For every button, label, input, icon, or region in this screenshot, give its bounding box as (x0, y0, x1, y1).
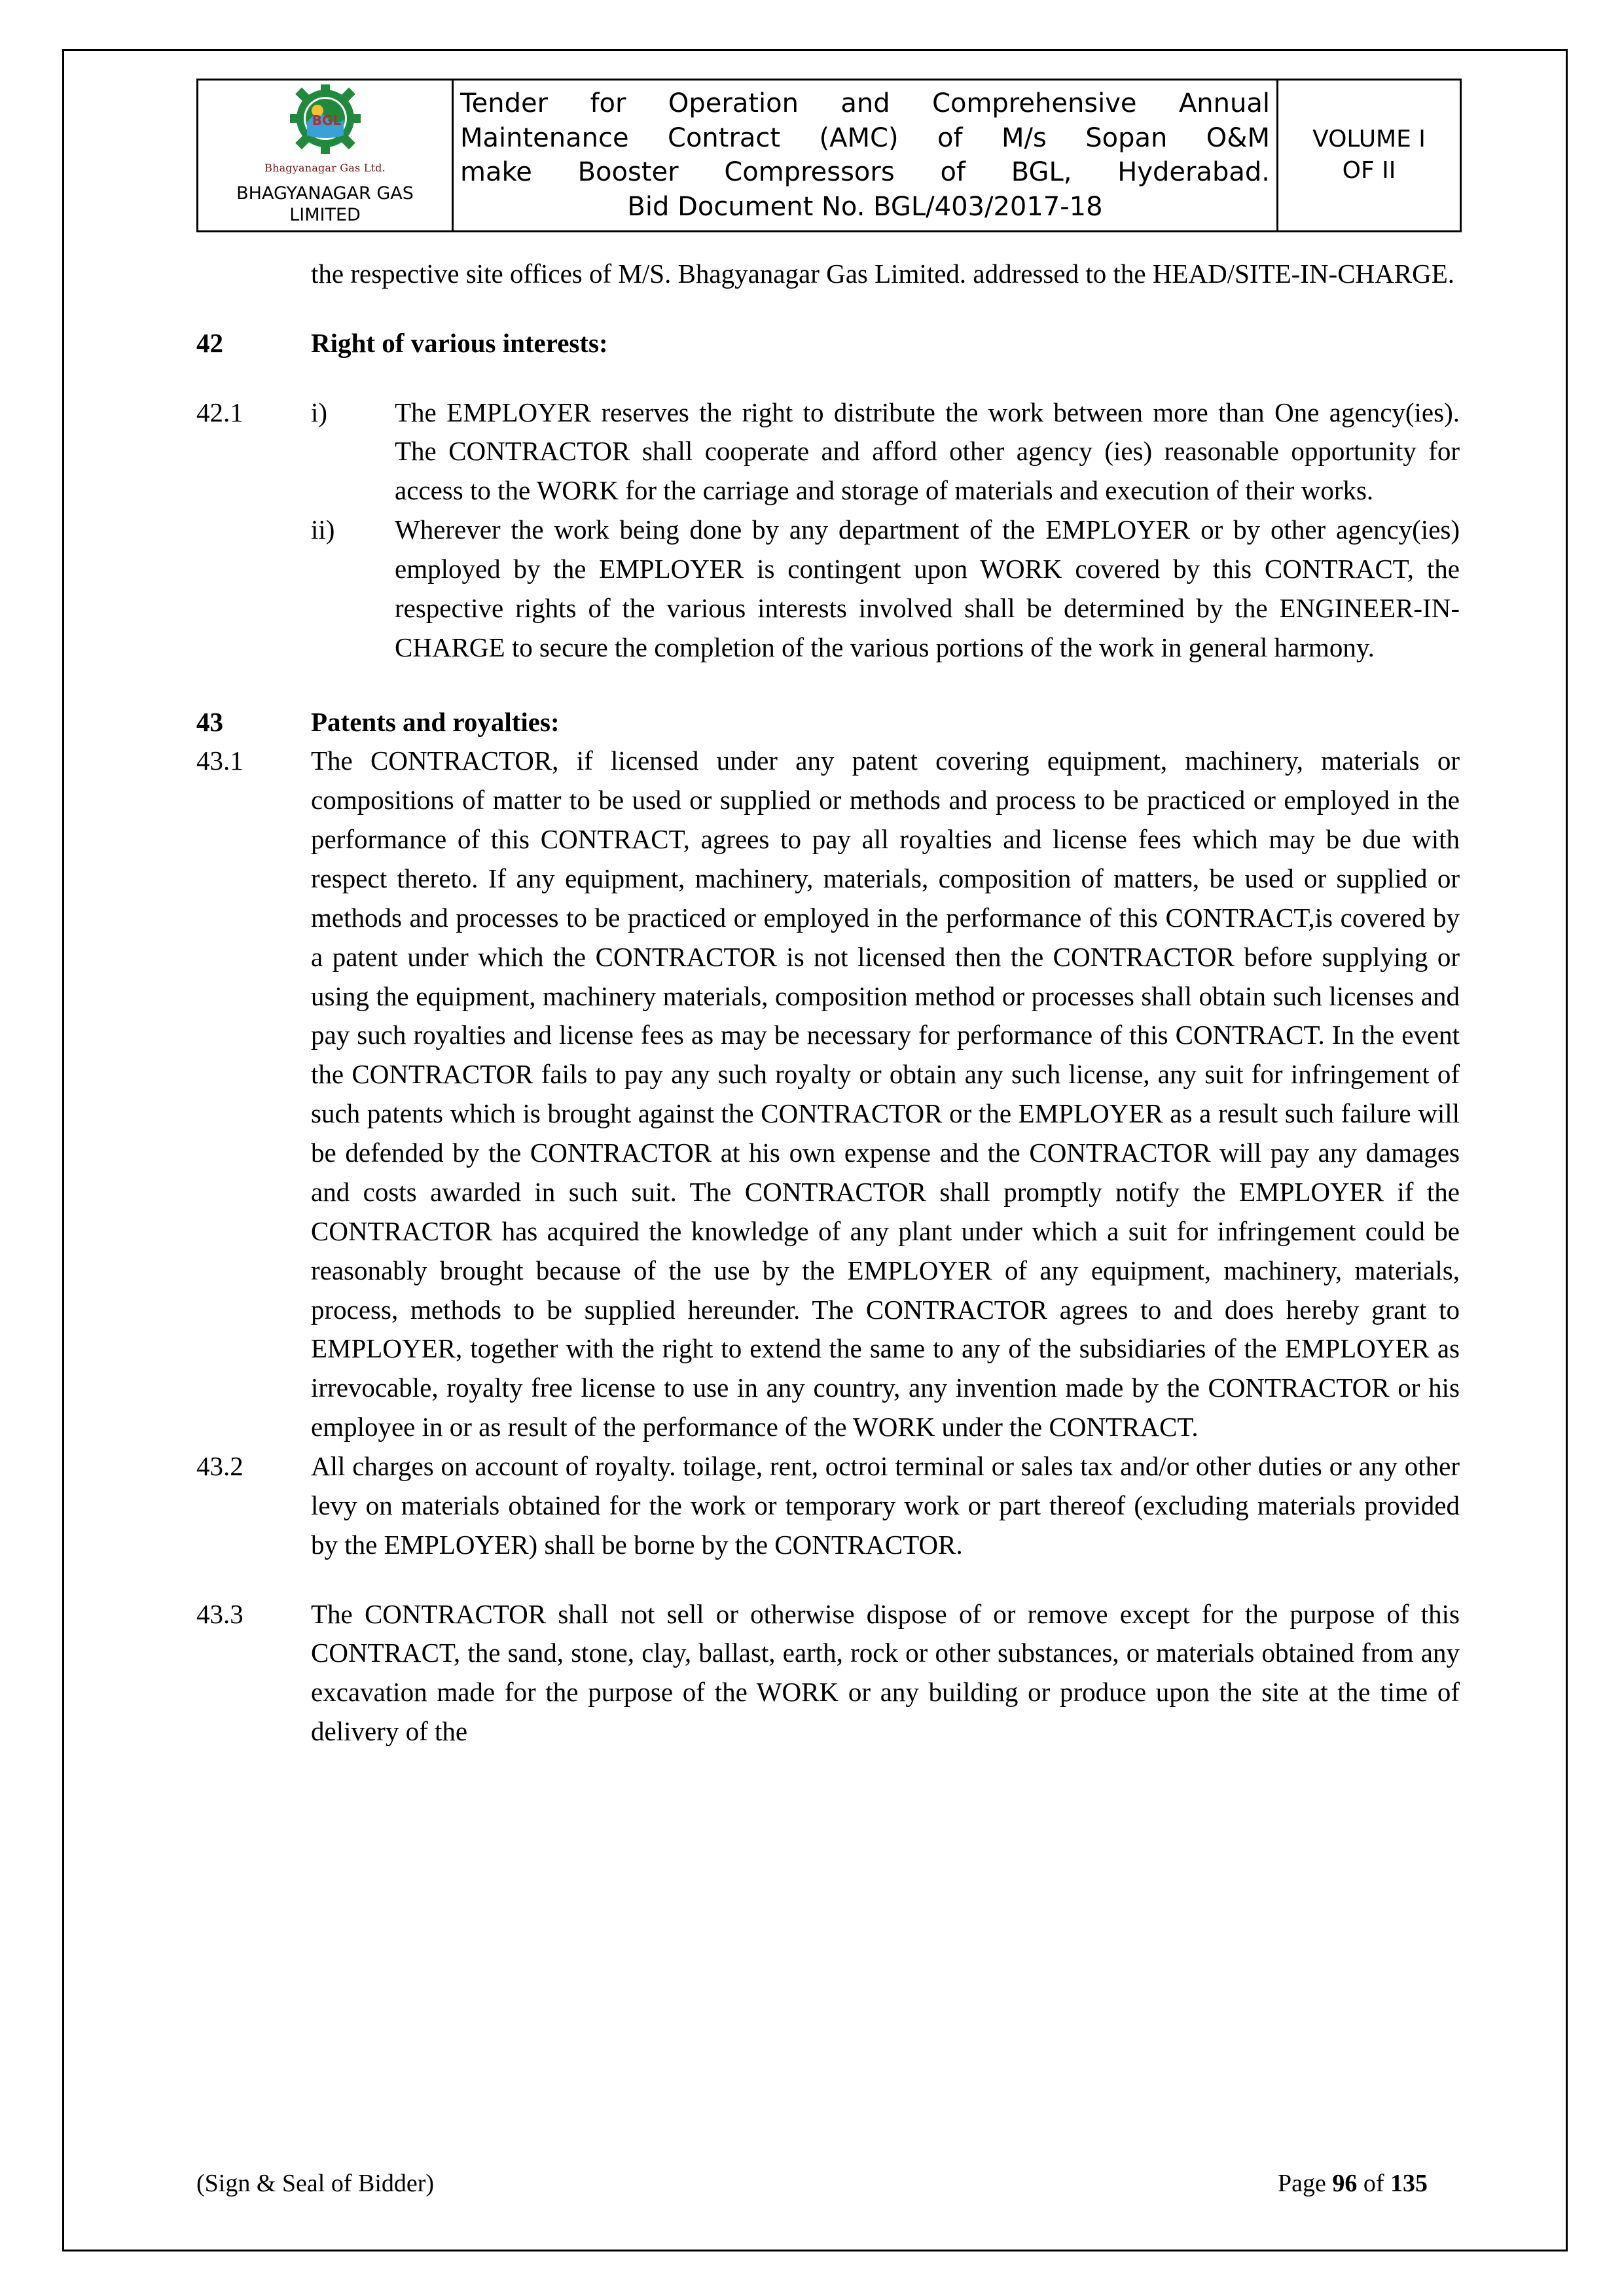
clause-42-heading: Right of various interests: (311, 327, 608, 358)
clause-43-2-row (196, 1447, 1460, 1565)
header-logo-cell (198, 80, 453, 232)
intro-paragraph-block (311, 255, 1460, 294)
page-footer (196, 2169, 1428, 2198)
header-volume-cell (1278, 80, 1461, 232)
clause-43-heading: Patents and royalties: (311, 706, 560, 737)
clause-43-3-number: 43.3 (196, 1598, 244, 1629)
clause-43-3-text: The CONTRACTOR shall not sell or otherwise dispose of or remove except for the purpose of this CONTRACT, the sand, stone, clay, ballast, earth, rock or other substances, or materials obtained from any excavation made for the purpose of the WORK or any building or produce upon the site at the time of delivery of the (311, 1598, 1460, 1747)
footer-current-page: 96 (1332, 2170, 1358, 2197)
logo-company-name: BHAGYANAGAR GAS LIMITED (236, 183, 414, 225)
clause-42-1-number: 42.1 (196, 397, 244, 427)
logo-subtitle: Bhagyanagar Gas Ltd. (264, 162, 386, 174)
header-title-cell (453, 80, 1278, 232)
clause-43-3-row (196, 1595, 1460, 1751)
clause-42-item-ii-text: Wherever the work being done by any department of the EMPLOYER or by other agency(ies) employed by the EMPLOYER is contingent upon WORK covered by this CONTRACT, the respective rights of the various interests involved shall be determined by the ENGINEER-IN-CHARGE to secure the completion of the various portions of the work in general harmony. (395, 514, 1460, 662)
clause-43-2-text: All charges on account of royalty. toilage, rent, octroi terminal or sales tax and/or other duties or any other levy on materials obtained for the work or temporary work or part thereof (excluding materials provided by the EMPLOYER) shall be borne by the CONTRACTOR. (311, 1450, 1460, 1560)
footer-sign-seal: (Sign & Seal of Bidder) (196, 2170, 435, 2197)
clause-43-2-number: 43.2 (196, 1450, 244, 1481)
footer-total-pages: 135 (1390, 2170, 1428, 2197)
svg-text:BGL: BGL (312, 113, 341, 128)
document-header-table (196, 79, 1462, 232)
header-title-line-3: make Booster Compressors of BGL, Hyderabad. (460, 157, 1270, 188)
header-bid-document-number: Bid Document No. BGL/403/2017-18 (627, 192, 1103, 223)
clause-42-1-row (196, 393, 1460, 668)
spacer (196, 294, 1460, 324)
header-title-line-2: Maintenance Contract (AMC) of M/s Sopan O&M (460, 122, 1270, 153)
clause-43-heading-row (196, 703, 1460, 742)
bgl-gear-logo-icon (276, 84, 374, 162)
clause-43-number: 43 (196, 706, 223, 737)
header-volume-line-2: OF II (1342, 157, 1396, 185)
spacer (196, 1565, 1460, 1595)
clause-42-1-items (311, 393, 1460, 668)
spacer (196, 363, 1460, 393)
spacer (196, 668, 1460, 703)
clause-43-1-number: 43.1 (196, 745, 244, 776)
clause-43-1-text: The CONTRACTOR, if licensed under any patent covering equipment, machinery, materials or compositions of matter to be used or supplied or methods and process to be practiced or employed in the performance of this CONTRACT, agrees to pay all royalties and license fees which may be due with respect thereto. If any equipment, machinery, materials, composition of matters, be used or supplied or methods and processes to be practiced or employed in the performance of this CONTRACT,is covered by a patent under which the CONTRACTOR is not licensed then the CONTRACTOR before supplying or using the equipment, machinery materials, composition method or processes shall obtain such licenses and pay such royalties and license fees as may be necessary for performance of this CONTRACT. In the event the CONTRACTOR fails to pay any such royalty or obtain any such license, any suit for infringement of such patents which is brought against the CONTRACTOR or the EMPLOYER as a result such failure will be defended by the CONTRACTOR at his own expense and the CONTRACTOR will pay any damages and costs awarded in such suit. The CONTRACTOR shall promptly notify the EMPLOYER if the CONTRACTOR has acquired the knowledge of any plant under which a suit for infringement could be reasonably brought because of the use by the EMPLOYER of any equipment, machinery, materials, process, methods to be supplied hereunder. The CONTRACTOR agrees to and does hereby grant to EMPLOYER, together with the right to extend the same to any of the subsidiaries of the EMPLOYER as irrevocable, royalty free license to use in any country, any invention made by the CONTRACTOR or his employee in or as result of the performance of the WORK under the CONTRACT. (311, 745, 1460, 1443)
intro-paragraph: the respective site offices of M/S. Bhagyanagar Gas Limited. addressed to the HEAD/SITE-IN-CHARGE. (311, 258, 1455, 289)
clause-42-item-i-marker: i) (311, 397, 328, 427)
clause-43-1-row (196, 742, 1460, 1446)
clause-42-item-i-text: The EMPLOYER reserves the right to distribute the work between more than One agency(ies). The CONTRACTOR shall cooperate and afford other agency (ies) reasonable opportunity for access to the WORK for the carriage and storage of materials and execution of their works. (395, 397, 1460, 506)
footer-page-prefix: Page (1277, 2170, 1333, 2197)
clause-42-heading-row (196, 324, 1460, 363)
clause-42-item-ii-marker: ii) (311, 514, 335, 545)
clause-42-number: 42 (196, 327, 223, 358)
clause-42-item-i (311, 393, 1460, 511)
clause-42-item-ii (311, 511, 1460, 667)
header-title-line-1: Tender for Operation and Comprehensive Annual (460, 88, 1270, 118)
document-body (196, 255, 1460, 1751)
page-content (196, 79, 1460, 1751)
footer-page-middle: of (1357, 2170, 1390, 2197)
footer-page-number (1278, 2169, 1428, 2198)
header-volume-line-1: VOLUME I (1312, 125, 1426, 152)
